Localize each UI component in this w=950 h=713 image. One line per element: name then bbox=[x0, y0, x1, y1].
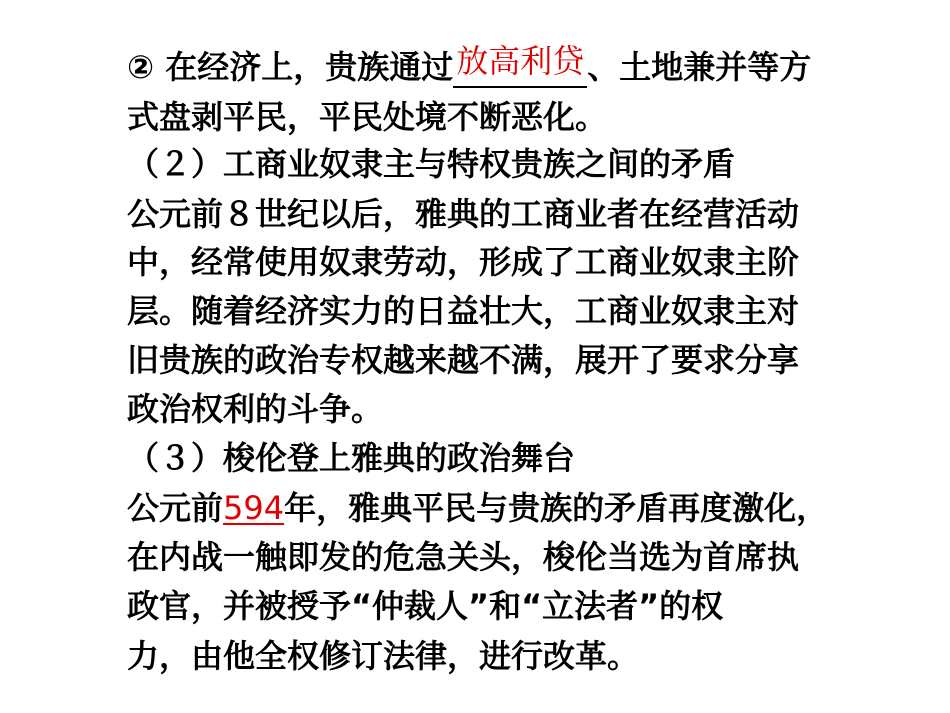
text-line-7: 旧贵族的政治专权越来越不满，展开了要求分享 bbox=[127, 341, 800, 379]
fill-in-blank bbox=[453, 42, 587, 88]
text-line-2: 式盘剥平民，平民处境不断恶化。 bbox=[127, 98, 608, 136]
text-line-10 bbox=[127, 484, 828, 532]
line-1-suffix: 、土地兼并等方 bbox=[587, 48, 812, 86]
line-1-prefix: ② 在经济上，贵族通过 bbox=[127, 48, 454, 86]
text-line-1 bbox=[127, 43, 811, 91]
section-heading-3: （３）梭伦登上雅典的政治舞台 bbox=[127, 439, 576, 477]
text-line-13: 力，由他全权修订法律，进行改革。 bbox=[127, 637, 640, 675]
answer-fang-gao-li-dai: 放高利贷 bbox=[456, 42, 585, 80]
text-line-12: 政官，并被授予“仲裁人”和“立法者”的权 bbox=[127, 587, 724, 625]
text-line-4: 公元前８世纪以后，雅典的工商业者在经营活动 bbox=[127, 195, 800, 233]
line-10-suffix: 年，雅典平民与贵族的矛盾再度激化， bbox=[284, 489, 829, 527]
text-line-11: 在内战一触即发的危急关头，梭伦当选为首席执 bbox=[127, 538, 800, 576]
text-line-8: 政治权利的斗争。 bbox=[127, 390, 384, 428]
text-line-5: 中，经常使用奴隶劳动，形成了工商业奴隶主阶 bbox=[127, 243, 800, 281]
text-line-6: 层。随着经济实力的日益壮大，工商业奴隶主对 bbox=[127, 292, 800, 330]
section-heading-2: （２）工商业奴隶主与特权贵族之间的矛盾 bbox=[127, 145, 736, 183]
line-10-prefix: 公元前 bbox=[127, 489, 224, 527]
answer-year-594: 594 bbox=[223, 489, 285, 527]
